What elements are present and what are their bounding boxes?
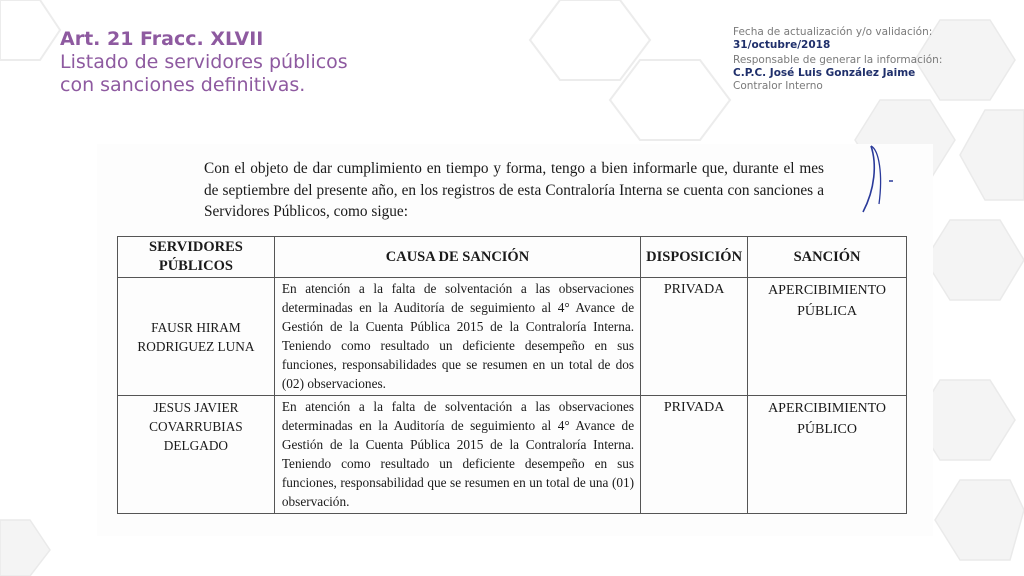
title-block bbox=[60, 28, 348, 97]
page-subtitle-line2: con sanciones definitivas. bbox=[60, 74, 306, 96]
responsible-role: Contralor Interno bbox=[733, 80, 823, 92]
signature-mark bbox=[849, 144, 909, 214]
page-title: Art. 21 Fracc. XLVII bbox=[60, 28, 264, 50]
scanned-document bbox=[97, 144, 933, 536]
disposicion-value: PRIVADA bbox=[641, 396, 748, 514]
table-row bbox=[118, 278, 907, 396]
update-label: Fecha de actualización y/o validación: bbox=[733, 26, 933, 38]
table-header-row bbox=[118, 237, 907, 278]
causa-text: En atención a la falta de solventación a las observaciones determinadas en la Auditoría de seguimiento al 4° Avance de Gestión de la Cuenta Pública 2015 de la Contraloría Interna. Teniendo como resultado un deficiente desempeño en sus funciones, responsabilidad que se resumen en un total de una (01) observación. bbox=[274, 396, 640, 514]
header-sancion: SANCIÓN bbox=[748, 237, 907, 278]
sanctions-table bbox=[117, 236, 907, 514]
intro-paragraph: Con el objeto de dar cumplimiento en tiempo y forma, tengo a bien informarle que, durante el mes de septiembre del presente año, en los registros de esta Contraloría Interna se cuenta con sanciones a Servidores Públicos, como sigue: bbox=[204, 160, 824, 220]
table-row bbox=[118, 396, 907, 514]
servidor-name: JESUS JAVIER COVARRUBIAS DELGADO bbox=[118, 396, 275, 514]
disposicion-value: PRIVADA bbox=[641, 278, 748, 396]
update-date: 31/octubre/2018 bbox=[733, 39, 831, 51]
sancion-value: APERCIBIMIENTO PÚBLICO bbox=[748, 396, 907, 514]
sancion-value: APERCIBIMIENTO PÚBLICA bbox=[748, 278, 907, 396]
header-servidores: SERVIDORES PÚBLICOS bbox=[118, 237, 275, 278]
responsible-label: Responsable de generar la información: bbox=[733, 54, 943, 66]
page-subtitle-line1: Listado de servidores públicos bbox=[60, 51, 348, 73]
header-disposicion: DISPOSICIÓN bbox=[641, 237, 748, 278]
header-causa: CAUSA DE SANCIÓN bbox=[274, 237, 640, 278]
update-info bbox=[733, 26, 953, 93]
servidor-name: FAUSR HIRAM RODRIGUEZ LUNA bbox=[118, 278, 275, 396]
causa-text: En atención a la falta de solventación a las observaciones determinadas en la Auditoría de seguimiento al 4° Avance de Gestión de la Cuenta Pública 2015 de la Contraloría Interna. Teniendo como resultado un deficiente desempeño en sus funciones, responsabilidades que se resumen en un total de dos (02) observaciones. bbox=[274, 278, 640, 396]
responsible-name: C.P.C. José Luis González Jaime bbox=[733, 67, 916, 79]
